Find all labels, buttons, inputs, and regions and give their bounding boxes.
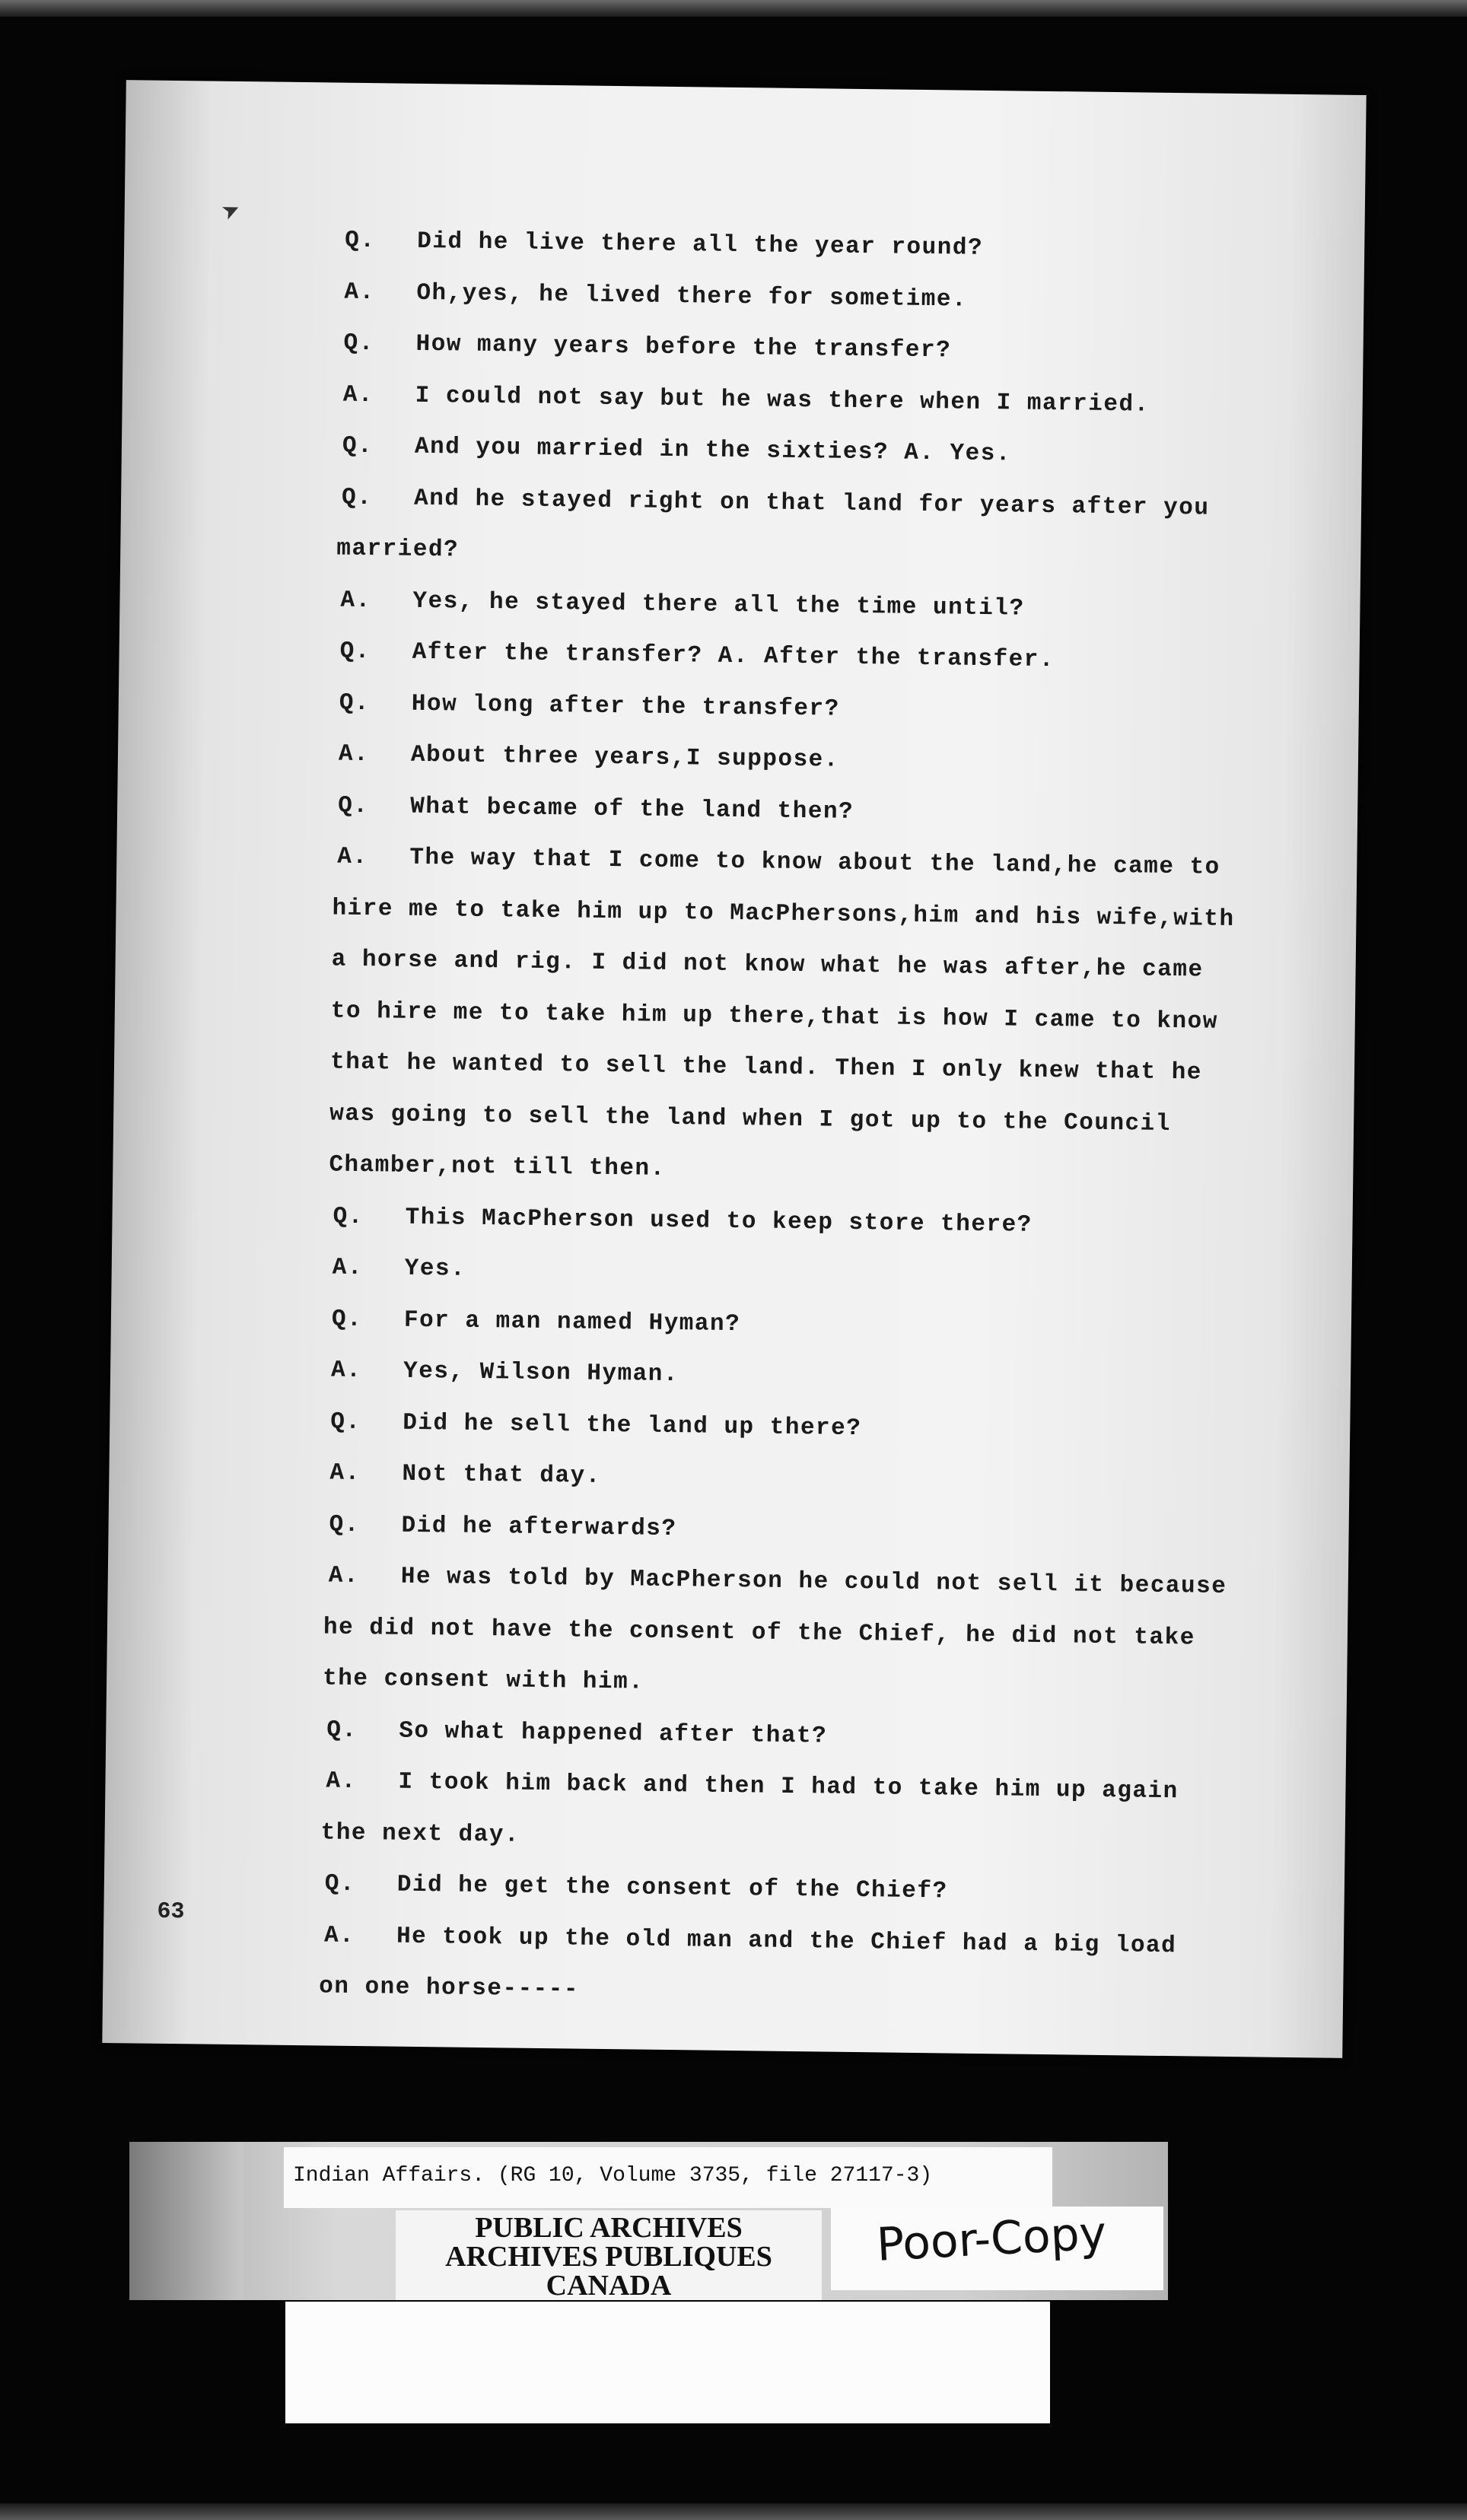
spoken-text: About three years,I suppose. (410, 741, 840, 774)
speaker-label: Q. (333, 1203, 364, 1230)
poor-copy-stamp (831, 2207, 1163, 2290)
spoken-text: He was told by MacPherson he could not sell it because (400, 1563, 1227, 1600)
reference-text: Indian Affairs. (RG 10, Volume 3735, file 27117-3) (293, 2164, 933, 2188)
spoken-text: Oh,yes, he lived there for sometime. (416, 279, 968, 313)
spoken-text: Yes, Wilson Hyman. (403, 1357, 679, 1389)
archive-stamp (396, 2210, 822, 2300)
speaker-label: Q. (326, 1717, 358, 1744)
spoken-text: Did he afterwards? (401, 1512, 677, 1542)
speaker-label: A. (338, 740, 370, 768)
spoken-text: How many years before the transfer? (415, 330, 952, 364)
spoken-text: to hire me to take him up there,that is how I came to know (330, 998, 1219, 1036)
speaker-label: Q. (345, 227, 376, 255)
speaker-label: A. (337, 843, 368, 871)
page-number: 63 (157, 1898, 185, 1926)
spoken-text: a horse and rig. I did not know what he was after,he came (331, 946, 1204, 984)
spoken-text: What became of the land then? (409, 793, 854, 826)
spoken-text: Did he live there all the year round? (417, 228, 984, 262)
speaker-label: A. (332, 1254, 364, 1282)
blank-label (285, 2302, 1050, 2423)
speaker-label: Q. (339, 638, 371, 666)
spoken-text: Yes. (404, 1255, 466, 1283)
spoken-text: the consent with him. (322, 1665, 644, 1696)
spoken-text: How long after the transfer? (411, 690, 840, 723)
spoken-text: hire me to take him up to MacPhersons,him and his wife,with (332, 895, 1235, 933)
speaker-label: A. (328, 1562, 360, 1590)
institution-en: PUBLIC ARCHIVES (475, 2212, 743, 2244)
spoken-text: Chamber,not till then. (329, 1151, 666, 1182)
speaker-label: A. (344, 278, 375, 306)
spoken-text: Not that day. (402, 1460, 602, 1490)
film-edge-top (0, 0, 1467, 17)
speaker-label: Q. (341, 484, 373, 511)
speaker-label: A. (326, 1768, 357, 1796)
spoken-text: he did not have the consent of the Chief, he did not take (323, 1613, 1196, 1651)
poor-copy-text: Poor-Copy (875, 2207, 1108, 2272)
speaker-label: Q. (339, 689, 371, 717)
speaker-label: Q. (329, 1511, 361, 1538)
spoken-text: Did he sell the land up there? (403, 1409, 862, 1442)
spoken-text: After the transfer? A. After the transfer. (412, 638, 1055, 674)
staple-mark: ➤ (218, 194, 249, 234)
spoken-text: that he wanted to sell the land. Then I only knew that he (329, 1048, 1203, 1087)
speaker-label: A. (342, 381, 374, 409)
speaker-label: Q. (337, 792, 369, 819)
spoken-text: I took him back and then I had to take him up again (398, 1768, 1179, 1806)
speaker-label: Q. (324, 1870, 356, 1898)
speaker-label: A. (329, 1459, 361, 1488)
speaker-label: A. (323, 1922, 355, 1949)
country: CANADA (546, 2270, 672, 2302)
label-strip-shadow (129, 2142, 243, 2300)
spoken-text: He took up the old man and the Chief had a big load (396, 1923, 1177, 1959)
spoken-text: married? (336, 535, 460, 564)
speaker-label: Q. (342, 432, 374, 460)
spoken-text: So what happened after that? (399, 1717, 828, 1750)
document-page (102, 80, 1366, 2058)
spoken-text: the next day. (320, 1818, 520, 1849)
spoken-text: on one horse----- (319, 1973, 580, 2003)
spoken-text: And you married in the sixties? A. Yes. (414, 433, 1012, 468)
institution-fr: ARCHIVES PUBLIQUES (445, 2241, 772, 2273)
speaker-label: A. (330, 1357, 362, 1385)
spoken-text: For a man named Hyman? (403, 1306, 741, 1338)
spoken-text: The way that I come to know about the land,he came to (409, 844, 1220, 881)
speaker-label: A. (340, 587, 371, 614)
reference-label (284, 2147, 1052, 2208)
speaker-label: Q. (331, 1306, 363, 1333)
spoken-text: And he stayed right on that land for years after you (413, 485, 1210, 522)
transcript (319, 227, 1357, 2003)
spoken-text: was going to sell the land when I got up to the Council (329, 1100, 1172, 1138)
spoken-text: I could not say but he was there when I married. (415, 382, 1150, 418)
spoken-text: Yes, he stayed there all the time until? (412, 587, 1025, 622)
spoken-text: This MacPherson used to keep store there? (405, 1204, 1033, 1239)
speaker-label: Q. (343, 329, 375, 358)
speaker-label: Q. (330, 1408, 361, 1436)
film-edge-bottom (0, 2503, 1467, 2520)
spoken-text: Did he get the consent of the Chief? (396, 1871, 948, 1905)
